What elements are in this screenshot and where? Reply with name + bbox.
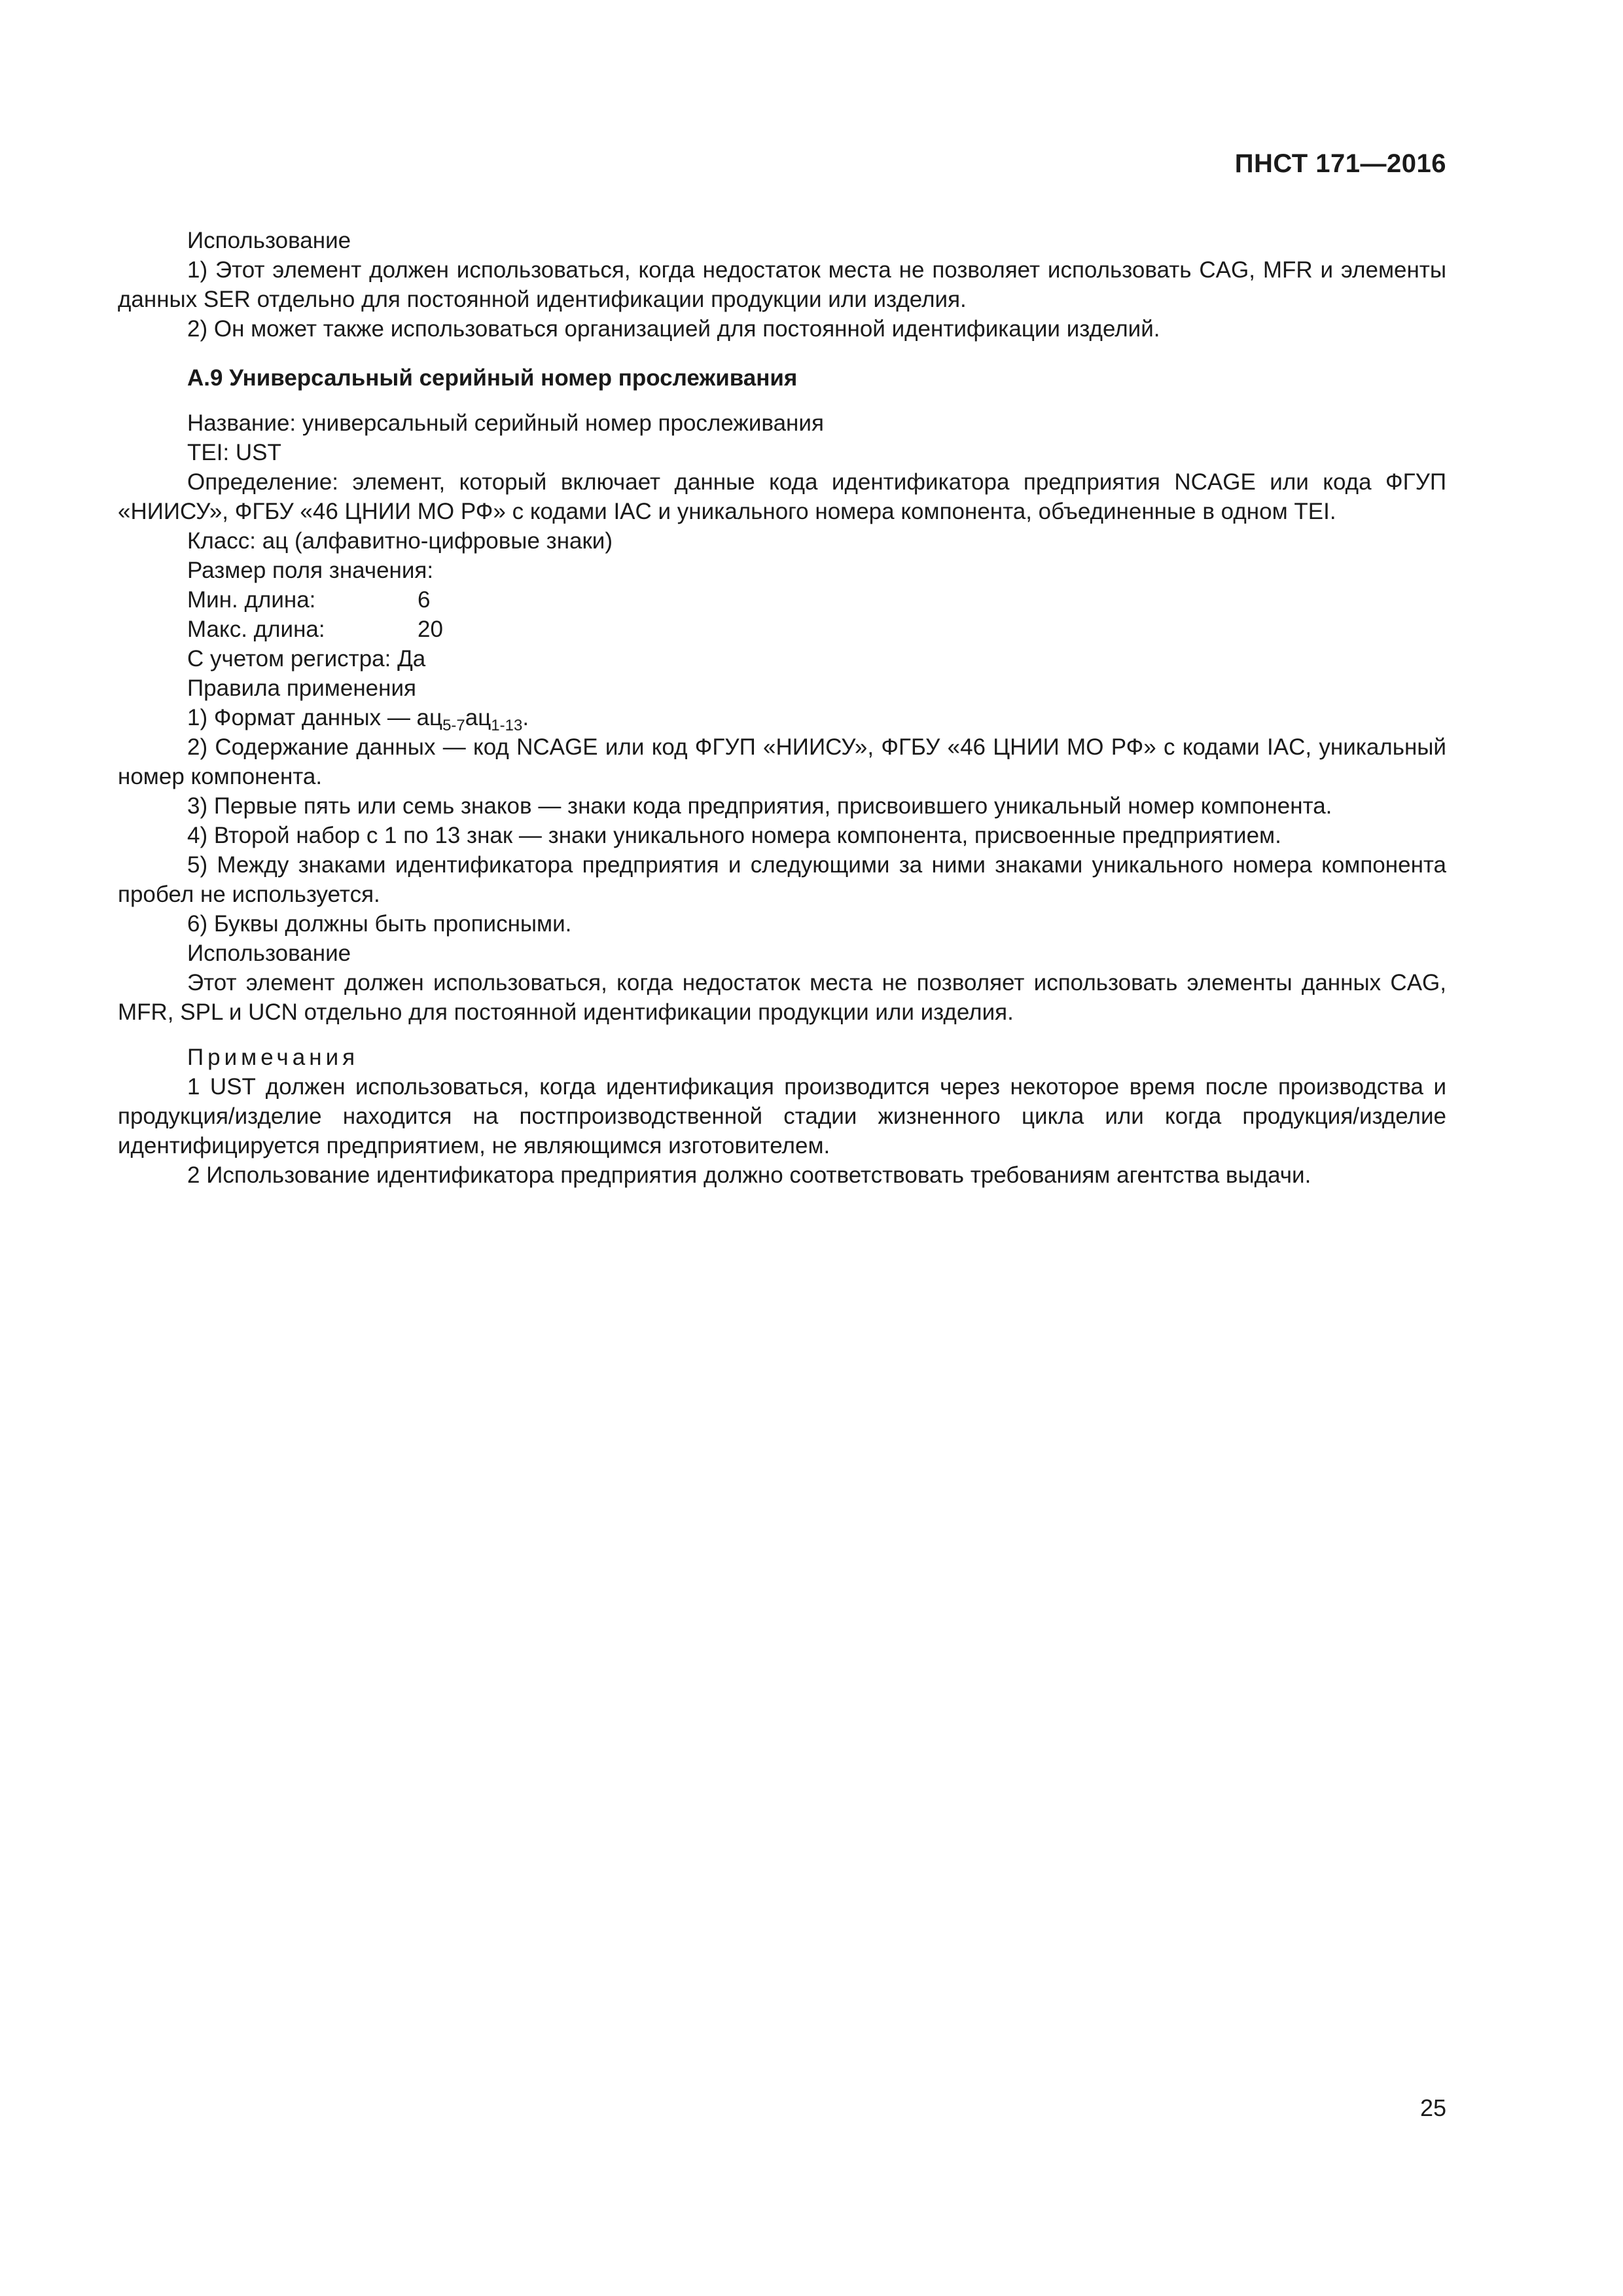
- spacer: [118, 1027, 1446, 1043]
- rule-2: 2) Содержание данных — код NCAGE или код ФГУП «НИИСУ», ФГБУ «46 ЦНИИ МО РФ» с кодами IAC, уникальный номер компонента.: [118, 734, 1446, 789]
- spacer: [118, 393, 1446, 408]
- document-body: [118, 226, 1446, 1190]
- document-page: [118, 0, 1446, 2296]
- max-length-label: Макс. длина:: [187, 617, 325, 642]
- rule-1: [118, 703, 1446, 732]
- notes-title: Примечания: [187, 1045, 359, 1070]
- field-size-title: Размер поля значения:: [187, 558, 434, 583]
- rule-4: 4) Второй набор с 1 по 13 знак — знаки уникального номера компонента, присвоенные предприятием.: [187, 823, 1281, 848]
- rule-3: 3) Первые пять или семь знаков — знаки кода предприятия, присвоившего уникальный номер компонента.: [187, 793, 1332, 819]
- page-number: 25: [1419, 2094, 1446, 2121]
- min-length-label: Мин. длина:: [187, 587, 316, 613]
- usage-title: Использование: [187, 228, 351, 253]
- rule-6: 6) Буквы должны быть прописными.: [187, 911, 572, 937]
- section-heading-a9: А.9 Универсальный серийный номер прослеживания: [187, 365, 798, 391]
- a9-usage-title: Использование: [187, 941, 351, 966]
- element-definition: Определение: элемент, который включает данные кода идентификатора предприятия NCAGE или кода ФГУП «НИИСУ», ФГБУ «46 ЦНИИ МО РФ» с кодами IAC и уникального номера компонента, объединенные в одном TEI.: [118, 469, 1446, 524]
- spacer: [118, 344, 1446, 363]
- element-name: Название: универсальный серийный номер прослеживания: [187, 410, 824, 436]
- a9-usage-text: Этот элемент должен использоваться, когда недостаток места не позволяет использовать элементы данных CAG, MFR, SPL и UCN отдельно для постоянной идентификации продукции или изделия.: [118, 970, 1446, 1025]
- note-1: 1 UST должен использоваться, когда идентификация производится через некоторое время после производства и продукция/изделие находится на постпроизводственной стадии жизненного цикла или когда продукция/изделие идентифицируется предприятием, не являющимся изготовителем.: [118, 1074, 1446, 1158]
- rule-1-end: .: [522, 705, 529, 730]
- rule-1-mid: ац: [465, 705, 491, 730]
- rules-title: Правила применения: [187, 675, 416, 701]
- case-sensitive: С учетом регистра: Да: [187, 646, 426, 672]
- rule-5: 5) Между знаками идентификатора предприятия и следующими за ними знаками уникального номера компонента пробел не используется.: [118, 852, 1446, 907]
- max-length-value: 20: [418, 617, 443, 642]
- min-length-value: 6: [418, 587, 431, 613]
- usage-item-1: 1) Этот элемент должен использоваться, когда недостаток места не позволяет использовать CAG, MFR и элементы данных SER отдельно для постоянной идентификации продукции или изделия.: [118, 257, 1446, 312]
- document-id-header: ПНСТ 171—2016: [1234, 149, 1446, 178]
- rule-1-prefix: 1) Формат данных — ац: [187, 705, 443, 730]
- rule-1-subscript-2: 1-13: [491, 717, 523, 734]
- rule-1-subscript-1: 5-7: [442, 717, 465, 734]
- min-length-row: [118, 585, 1446, 615]
- element-class: Класс: ац (алфавитно-цифровые знаки): [187, 528, 613, 554]
- usage-item-2: 2) Он может также использоваться организацией для постоянной идентификации изделий.: [187, 316, 1160, 342]
- max-length-row: [118, 615, 1446, 644]
- note-2: 2 Использование идентификатора предприятия должно соответствовать требованиям агентства выдачи.: [187, 1162, 1311, 1188]
- element-tei: TEI: UST: [187, 440, 281, 465]
